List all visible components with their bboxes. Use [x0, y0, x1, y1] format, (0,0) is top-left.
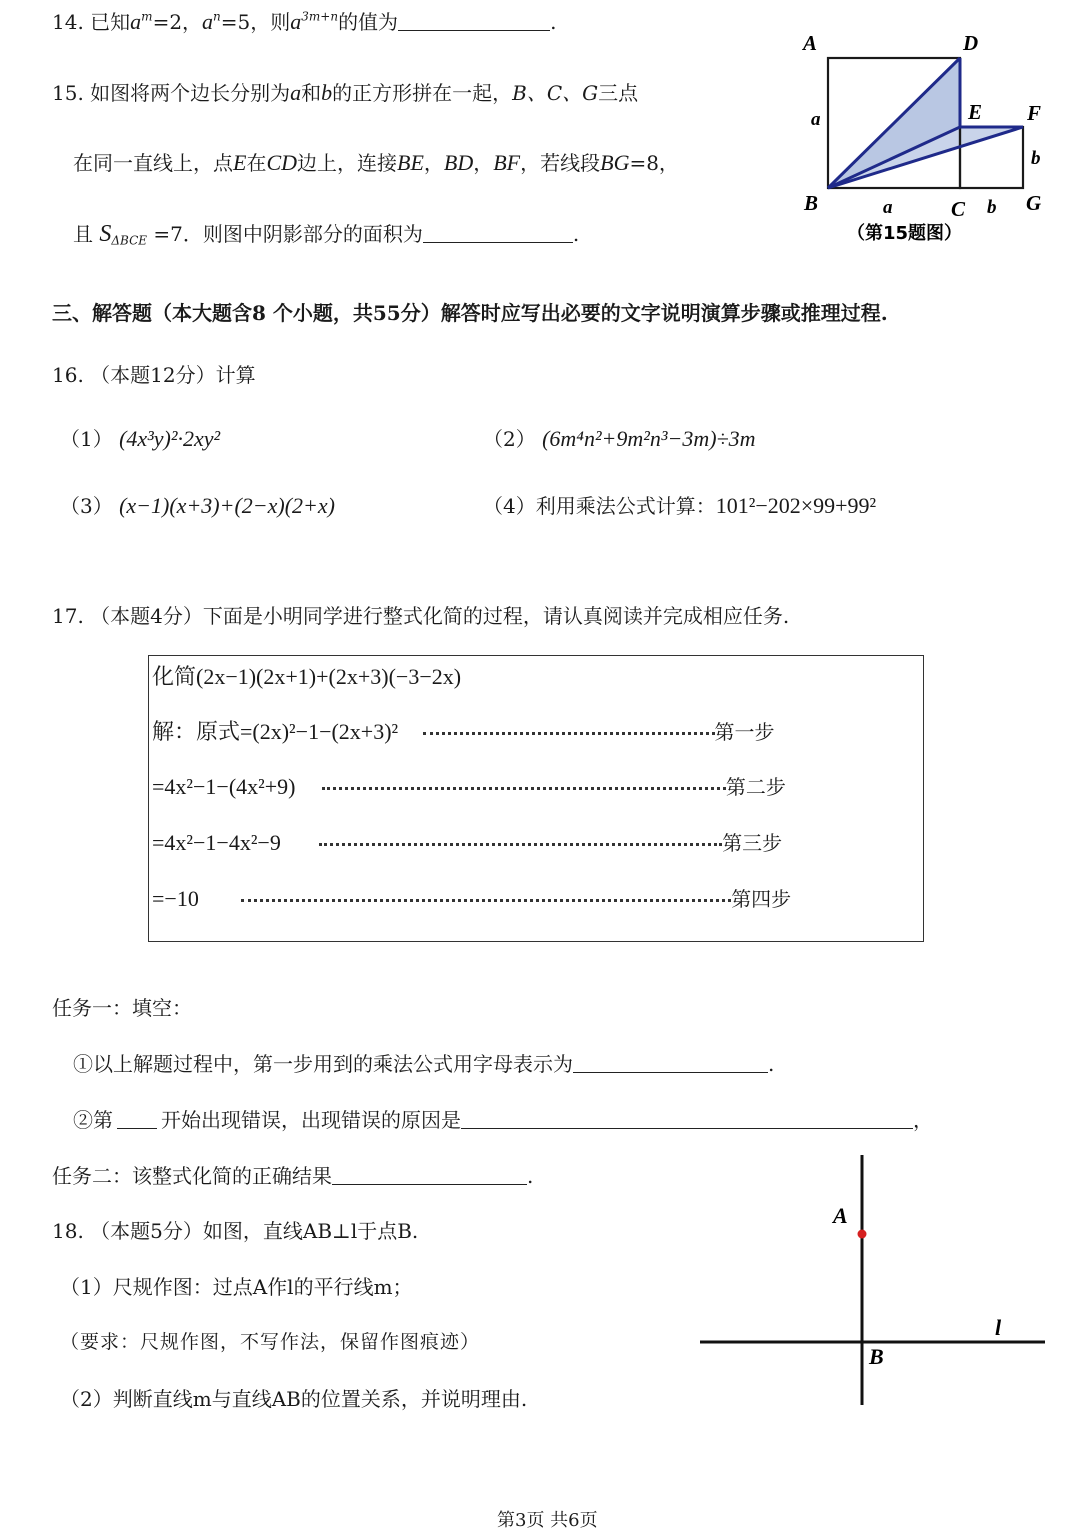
answer-blank-14[interactable]	[398, 8, 550, 31]
q16-part-1: （1） (4x³y)²·2xy²	[60, 426, 221, 451]
q17-task-1-item-1: ①以上解题过程中，第一步用到的乘法公式用字母表示为 .	[73, 1052, 775, 1076]
q16-part-3: （3） (x−1)(x+3)+(2−x)(2+x)	[60, 493, 335, 518]
question-18-title: 18. （本题5分）如图，直线AB⊥l于点B.	[52, 1219, 419, 1243]
answer-blank-17-1[interactable]	[573, 1050, 768, 1073]
label-f: F	[1027, 101, 1042, 125]
label-point-a: A	[833, 1203, 848, 1228]
q18-part-2: （2）判断直线m与直线AB的位置关系，并说明理由.	[60, 1387, 528, 1411]
label-side-b: b	[1031, 148, 1041, 169]
page-footer: 第3页 共6页	[497, 1510, 598, 1531]
label-b: B	[804, 191, 819, 215]
label-a: A	[803, 31, 818, 55]
point-a	[858, 1230, 867, 1239]
answer-blank-17-3[interactable]	[332, 1162, 527, 1185]
question-16-title: 16. （本题12分）计算	[52, 363, 256, 387]
question-15-line-1: 15. 如图将两个边长分别为a和b的正方形拼在一起，B、C、G三点	[52, 80, 639, 105]
label-line-l: l	[995, 1315, 1002, 1340]
q17-step-4: =−10 第四步	[152, 886, 792, 911]
label-e: E	[968, 100, 983, 124]
q17-task-2: 任务二：该整式化简的正确结果 .	[52, 1164, 534, 1188]
q17-task-expression: 化简(2x−1)(2x+1)+(2x+3)(−3−2x)	[152, 664, 462, 689]
question-14: 14. 已知$a^m=2$，$a^n=5$，则$a^{3m+n}$的值为 .	[52, 9, 557, 34]
question-15-line-2: 在同一直线上，点E在CD边上，连接BE，BD，BF，若线段BG=8，	[73, 150, 679, 175]
question-15-line-3: 且 $S_{\Delta BCE} =7$．则图中阴影部分的面积为 .	[73, 221, 580, 248]
q17-step-3: =4x²−1−4x²−9 第三步	[152, 830, 783, 855]
answer-blank-17-2b[interactable]	[461, 1106, 913, 1129]
label-c: C	[951, 197, 966, 221]
label-side-a: a	[811, 109, 821, 130]
label-d: D	[963, 31, 979, 55]
label-g: G	[1026, 191, 1042, 215]
question-17-title: 17. （本题4分）下面是小明同学进行整式化简的过程，请认真阅读并完成相应任务.	[52, 604, 790, 628]
figure-18	[690, 1150, 1060, 1410]
q17-task-1-heading: 任务一：填空：	[52, 996, 192, 1020]
figure-15	[795, 25, 1060, 255]
q18-part-1: （1）尺规作图：过点A作l的平行线m；	[60, 1275, 413, 1299]
label-bottom-b: b	[987, 197, 997, 218]
label-bottom-a: a	[883, 197, 893, 218]
q17-step-1: 解：原式=(2x)²−1−(2x+3)² 第一步	[152, 719, 775, 744]
q16-part-2: （2） (6m⁴n²+9m²n³−3m)÷3m	[483, 426, 756, 451]
figure-15-caption: （第15题图）	[847, 223, 963, 244]
q17-step-2: =4x²−1−(4x²+9) 第二步	[152, 774, 786, 799]
section-3-heading: 三、解答题（本大题含8 个小题，共55分）解答时应写出必要的文字说明演算步骤或推理过程.	[52, 301, 888, 325]
answer-blank-15[interactable]	[423, 220, 573, 243]
label-point-b: B	[869, 1344, 884, 1369]
answer-blank-17-2a[interactable]	[117, 1106, 157, 1129]
q17-task-1-item-2: ②第 开始出现错误，出现错误的原因是 ，	[73, 1108, 933, 1132]
q18-requirement: （要求：尺规作图，不写作法，保留作图痕迹）	[60, 1331, 481, 1353]
q16-part-4: （4）利用乘法公式计算：101²−202×99+99²	[483, 493, 877, 518]
